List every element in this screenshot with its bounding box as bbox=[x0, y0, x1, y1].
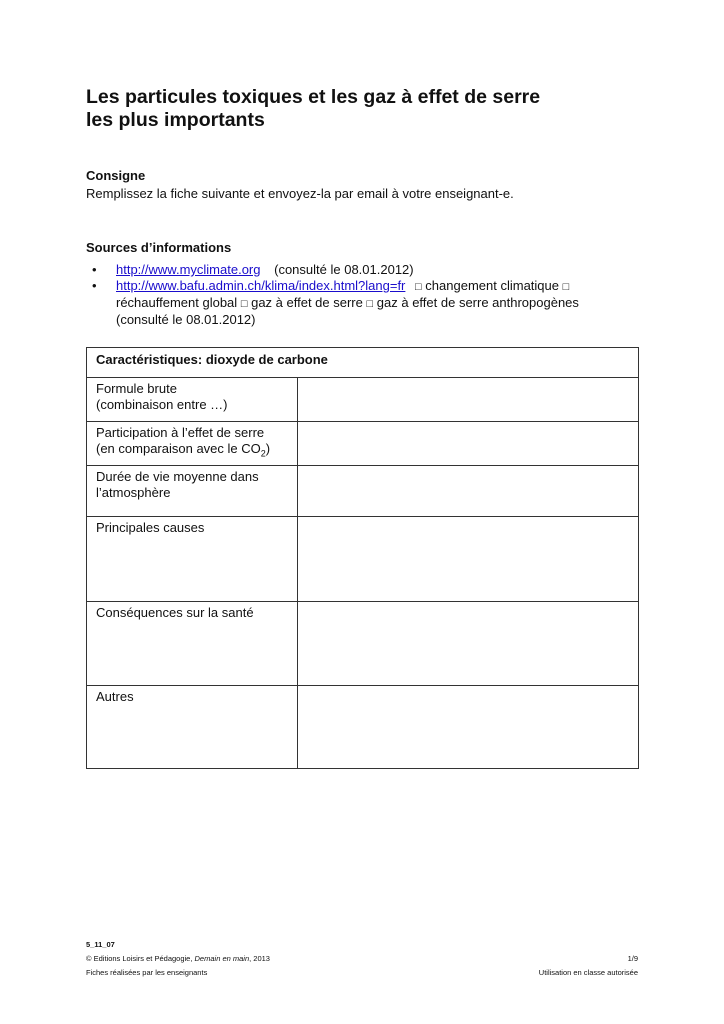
table-header: Caractéristiques: dioxyde de carbone bbox=[87, 348, 639, 378]
source-2-term-global-warming: réchauffement global bbox=[116, 295, 238, 310]
table-row bbox=[87, 601, 639, 685]
row-label-line: Participation à l’effet de serre bbox=[96, 425, 265, 440]
sources-list bbox=[86, 262, 646, 328]
sources-heading: Sources d’informations bbox=[86, 240, 232, 255]
table-row bbox=[87, 516, 639, 601]
answer-field-other[interactable] bbox=[298, 685, 639, 768]
row-label-greenhouse-participation bbox=[87, 422, 298, 466]
row-label-line: Durée de vie moyenne dans bbox=[96, 468, 259, 484]
bullet-icon: • bbox=[92, 262, 97, 277]
row-label-line: Formule brute bbox=[96, 381, 177, 396]
source-link-myclimate[interactable]: http://www.myclimate.org bbox=[116, 262, 261, 277]
row-label-line: (combinaison entre …) bbox=[96, 397, 228, 412]
source-2-term-climate-change: changement climatique bbox=[425, 278, 559, 293]
row-label-line: l’atmosphère bbox=[96, 484, 171, 500]
page-number: 1/9 bbox=[627, 954, 638, 963]
title-line-2: les plus importants bbox=[86, 109, 265, 131]
page-title bbox=[86, 86, 646, 132]
checkbox-square-icon: □ bbox=[415, 281, 422, 293]
subscript-2: 2 bbox=[260, 448, 266, 459]
copyright-year: , 2013 bbox=[249, 954, 270, 963]
bullet-icon: • bbox=[92, 278, 97, 293]
copyright-title: Demain en main bbox=[194, 954, 250, 963]
source-2-term-anthropogenic-gas: gaz à effet de serre anthropogènes bbox=[376, 295, 579, 310]
source-2-note: (consulté le 08.01.2012) bbox=[116, 312, 256, 327]
copyright-prefix: © Editions Loisirs et Pédagogie, bbox=[86, 954, 195, 963]
source-2-term-greenhouse-gas: gaz à effet de serre bbox=[251, 295, 363, 310]
footer-copyright bbox=[86, 954, 270, 964]
row-label-formula bbox=[87, 378, 298, 422]
table-row bbox=[87, 685, 639, 768]
source-link-bafu[interactable]: http://www.bafu.admin.ch/klima/index.html?lang=fr bbox=[116, 278, 406, 293]
row-label-line: (en comparaison avec le CO bbox=[96, 441, 261, 456]
title-line-1: Les particules toxiques et les gaz à effet de serre bbox=[86, 86, 541, 108]
answer-field-health-consequences[interactable] bbox=[298, 601, 639, 685]
table-row bbox=[87, 422, 639, 466]
footer-code: 5_11_07 bbox=[86, 940, 115, 949]
checkbox-square-icon: □ bbox=[240, 298, 248, 310]
row-label-health-consequences: Conséquences sur la santé bbox=[87, 601, 298, 685]
table-row bbox=[87, 378, 639, 422]
source-item-1 bbox=[86, 262, 646, 278]
answer-field-formula[interactable] bbox=[298, 378, 639, 422]
checkbox-square-icon: □ bbox=[562, 281, 570, 293]
answer-field-main-causes[interactable] bbox=[298, 516, 639, 601]
answer-field-lifetime[interactable] bbox=[298, 465, 639, 516]
footer-credits: Fiches réalisées par les enseignants bbox=[86, 968, 208, 977]
source-item-2 bbox=[86, 278, 646, 328]
row-label-lifetime bbox=[87, 465, 298, 516]
table-row bbox=[87, 465, 639, 516]
source-1-note: (consulté le 08.01.2012) bbox=[274, 262, 414, 277]
consigne-heading: Consigne bbox=[86, 168, 146, 183]
footer-usage: Utilisation en classe autorisée bbox=[538, 968, 638, 977]
characteristics-table bbox=[86, 347, 639, 769]
checkbox-square-icon: □ bbox=[366, 298, 374, 310]
row-label-other: Autres bbox=[87, 685, 298, 768]
answer-field-greenhouse-participation[interactable] bbox=[298, 422, 639, 466]
consigne-text: Remplissez la fiche suivante et envoyez-la par email à votre enseignant-e. bbox=[86, 186, 514, 201]
row-label-close-paren: ) bbox=[265, 441, 271, 456]
row-label-main-causes: Principales causes bbox=[87, 516, 298, 601]
